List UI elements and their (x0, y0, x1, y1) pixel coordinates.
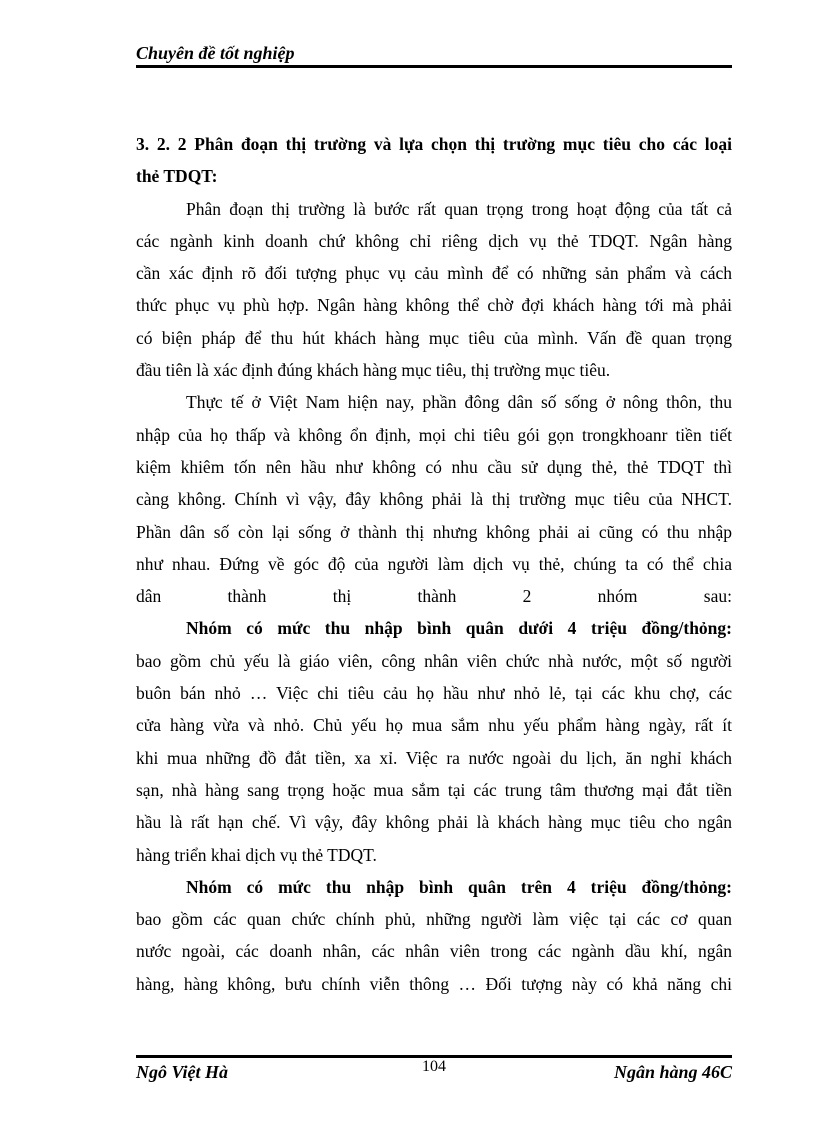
text-line: hàng, hàng không, bưu chính viễn thông … Đối tượng này có khả năng chi (136, 973, 732, 994)
document-body (136, 128, 732, 1000)
text-line: như nhau. Đứng về góc độ của người làm dịch vụ thẻ, chúng ta có thể chia (136, 553, 732, 574)
text-line: kiệm khiêm tốn nên hầu như không có nhu cầu sử dụng thẻ, thẻ TDQT thì (136, 456, 732, 477)
text-line: nước ngoài, các doanh nhân, các nhân viên trong các ngành dầu khí, ngân (136, 941, 732, 962)
page-header (136, 42, 732, 64)
text-line: thức phục vụ phù hợp. Ngân hàng không thể chờ đợi khách hàng tới mà phải (136, 295, 732, 316)
page-number: 104 (422, 1058, 446, 1075)
text-line: cần xác định rõ đối tượng phục vụ cảu mình để có những sản phẩm và cách (136, 263, 732, 284)
text-line: dân thành thị thành 2 nhóm sau: (136, 586, 732, 607)
text-line: hàng triển khai dịch vụ thẻ TDQT. (136, 844, 377, 865)
text-line: buôn bán nhỏ … Việc chi tiêu cảu họ hầu như nhỏ lẻ, tại các khu chợ, các (136, 683, 732, 704)
heading-line: 3. 2. 2 Phân đoạn thị trường và lựa chọn thị trường mục tiêu cho các loại (136, 134, 732, 154)
footer-author: Ngô Việt Hà (136, 1062, 229, 1082)
text-line: cửa hàng vừa và nhỏ. Chủ yếu họ mua sắm nhu yếu phẩm hàng ngày, rất ít (136, 715, 732, 736)
text-line: đầu tiên là xác định đúng khách hàng mục tiêu, thị trường mục tiêu. (136, 360, 611, 381)
page-footer (136, 1055, 732, 1095)
header-title: Chuyên đề tốt nghiệp (136, 43, 295, 63)
text-line: Thực tế ở Việt Nam hiện nay, phần đông dân số sống ở nông thôn, thu (186, 392, 732, 413)
header-rule (136, 65, 732, 68)
text-line: có biện pháp để thu hút khách hàng mục tiêu của mình. Vấn đề quan trọng (136, 327, 732, 348)
text-line: khi mua những đồ đắt tiền, xa xỉ. Việc ra nước ngoài du lịch, ăn nghỉ khách (136, 747, 732, 768)
footer-department: Ngân hàng 46C (613, 1062, 732, 1082)
text-line: bao gồm chủ yếu là giáo viên, công nhân viên chức nhà nước, một số người (136, 650, 732, 671)
heading-line: thẻ TDQT: (136, 166, 218, 187)
heading-line: Nhóm có mức thu nhập bình quân dưới 4 triệu đồng/thỏng: (186, 618, 732, 639)
text-line: nhập của họ thấp và không ổn định, mọi chi tiêu gói gọn trongkhoanr tiền tiết (136, 424, 732, 445)
text-line: bao gồm các quan chức chính phủ, những người làm việc tại các cơ quan (136, 909, 732, 930)
text-line: càng không. Chính vì vậy, đây không phải là thị trường mục tiêu của NHCT. (136, 489, 732, 510)
text-line: sạn, nhà hàng sang trọng hoặc mua sắm tại các trung tâm thương mại đắt tiền (136, 779, 732, 800)
text-line: các ngành kinh doanh chứ không chỉ riêng dịch vụ thẻ TDQT. Ngân hàng (136, 230, 732, 251)
text-line: Phần dân số còn lại sống ở thành thị nhưng không phải ai cũng có thu nhập (136, 521, 732, 542)
text-line: hầu là rất hạn chế. Vì vậy, đây không phải là khách hàng mục tiêu cho ngân (136, 812, 732, 833)
heading-line: Nhóm có mức thu nhập bình quân trên 4 triệu đồng/thỏng: (186, 876, 732, 897)
text-line: Phân đoạn thị trường là bước rất quan trọng trong hoạt động của tất cả (186, 198, 732, 219)
